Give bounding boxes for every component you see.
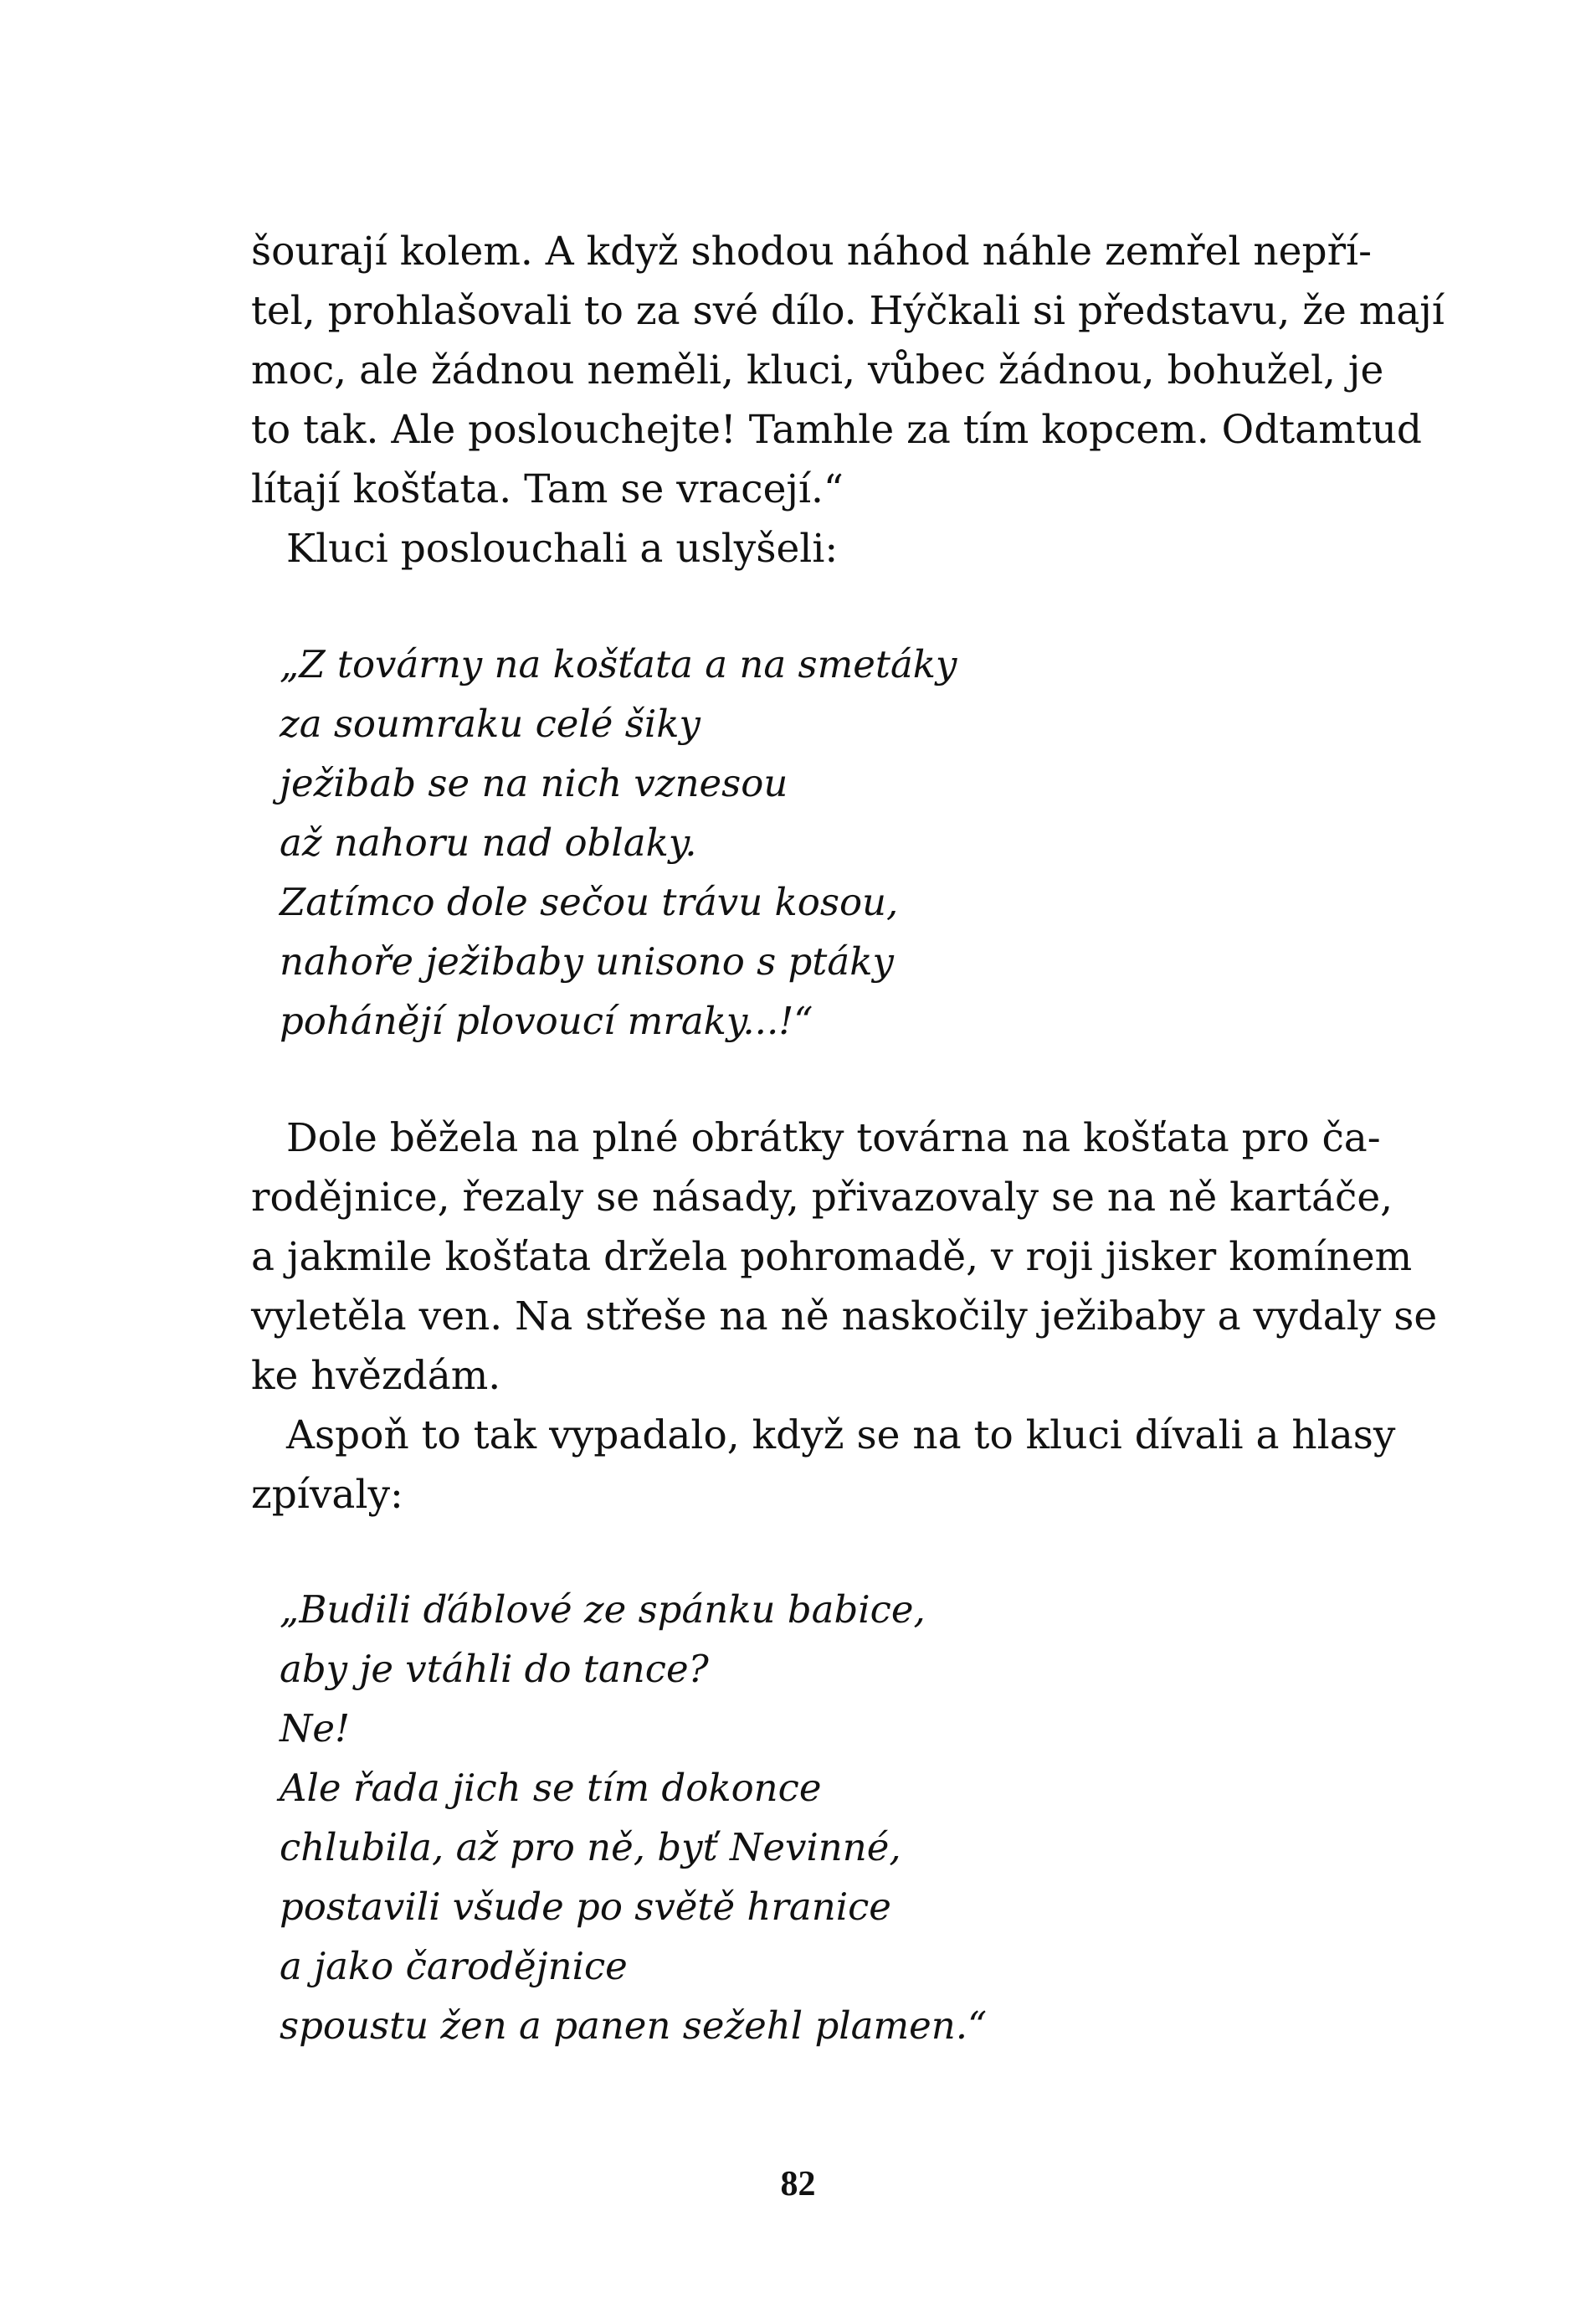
poem-line: Zatímco dole sečou trávu kosou, [280, 880, 899, 924]
poem-line: spoustu žen a panen sežehl plamen.“ [280, 2003, 988, 2048]
prose-line: Kluci poslouchali a uslyšeli: [286, 526, 839, 572]
prose-line: moc, ale žádnou neměli, kluci, vůbec žádnou, bohužel, je [251, 347, 1384, 393]
page-number: 82 [780, 2165, 816, 2203]
poem-block-2 [280, 1580, 1284, 2055]
poem-line: „Budili ďáblové ze spánku babice, [280, 1587, 926, 1632]
prose-line: lítají košťata. Tam se vracejí.“ [251, 466, 844, 512]
poem-line: a jako čarodějnice [280, 1944, 628, 1988]
prose-line: zpívaly: [251, 1472, 403, 1518]
prose-line: Aspoň to tak vypadalo, když se na to kluci dívali a hlasy [286, 1412, 1396, 1458]
prose-line: šourají kolem. A když shodou náhod náhle zemřel nepří- [251, 229, 1372, 275]
prose-line: ke hvězdám. [251, 1353, 501, 1399]
poem-line: za soumraku celé šiky [280, 702, 700, 746]
poem-line: Ale řada jich se tím dokonce [280, 1766, 822, 1810]
poem-line: aby je vtáhli do tance? [280, 1647, 709, 1691]
poem-line: nahoře ježibaby unisono s ptáky [280, 939, 894, 984]
poem-line: chlubila, až pro ně, byť Nevinné, [280, 1825, 901, 1869]
prose-line: tel, prohlašovali to za své dílo. Hýčkali si představu, že mají [251, 288, 1445, 334]
poem-block-1 [280, 635, 1284, 1051]
prose-line: a jakmile košťata držela pohromadě, v roji jisker komínem [251, 1234, 1413, 1280]
prose-line: rodějnice, řezaly se násady, přivazovaly se na ně kartáče, [251, 1175, 1393, 1221]
poem-line: ježibab se na nich vznesou [280, 761, 788, 805]
prose-block-1 [251, 222, 1445, 578]
poem-line: Ne! [280, 1706, 351, 1751]
poem-line: postavili všude po světě hranice [280, 1884, 891, 1929]
prose-line: vyletěla ven. Na střeše na ně naskočily ježibaby a vydaly se [251, 1293, 1438, 1339]
poem-line: pohánějí plovoucí mraky...!“ [280, 999, 813, 1043]
poem-line: „Z továrny na košťata a na smetáky [280, 642, 957, 686]
poem-line: až nahoru nad oblaky. [280, 820, 697, 865]
prose-line: to tak. Ale poslouchejte! Tamhle za tím kopcem. Odtamtud [251, 407, 1423, 453]
prose-block-2 [251, 1108, 1438, 1524]
prose-line: Dole běžela na plné obrátky továrna na košťata pro ča- [286, 1115, 1381, 1161]
